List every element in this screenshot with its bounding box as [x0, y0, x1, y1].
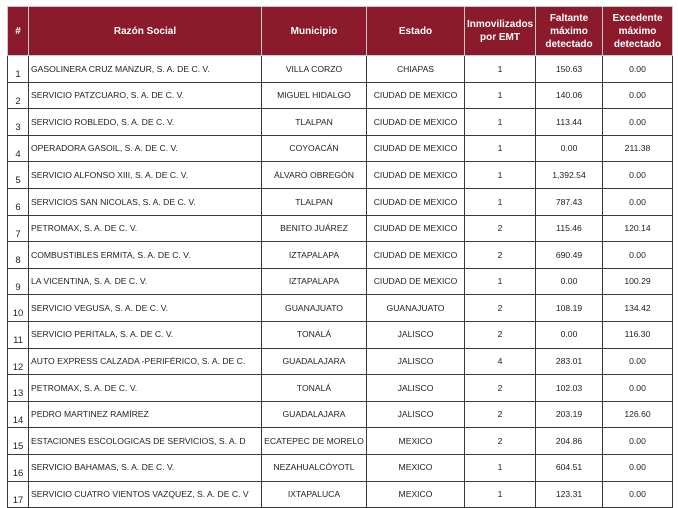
excedente-cell: 0.00 — [603, 348, 673, 375]
razon-social-cell: SERVICIO ROBLEDO, S. A. DE C. V. — [29, 109, 262, 136]
faltante-cell: 115.46 — [536, 215, 603, 242]
municipio-cell: COYOACÁN — [262, 135, 367, 162]
faltante-cell: 123.31 — [536, 481, 603, 508]
excedente-cell: 120.14 — [603, 215, 673, 242]
faltante-cell: 0.00 — [536, 321, 603, 348]
excedente-cell: 0.00 — [603, 162, 673, 189]
faltante-cell: 113.44 — [536, 109, 603, 136]
municipio-cell: ECATEPEC DE MORELO — [262, 428, 367, 455]
estado-cell: JALISCO — [367, 348, 465, 375]
faltante-cell: 203.19 — [536, 401, 603, 428]
municipio-cell: IXTAPALUCA — [262, 481, 367, 508]
row-number: 14 — [8, 401, 29, 428]
table-row — [8, 454, 673, 481]
row-number: 7 — [8, 215, 29, 242]
table-header-row — [8, 7, 673, 56]
estado-cell: GUANAJUATO — [367, 295, 465, 322]
inmovilizados-cell: 2 — [465, 215, 536, 242]
table-row — [8, 401, 673, 428]
table-row — [8, 268, 673, 295]
row-number: 15 — [8, 428, 29, 455]
table-row — [8, 242, 673, 269]
excedente-cell: 0.00 — [603, 481, 673, 508]
header-estado: Estado — [367, 7, 465, 56]
municipio-cell: MIGUEL HIDALGO — [262, 82, 367, 109]
excedente-cell: 116.30 — [603, 321, 673, 348]
row-number: 9 — [8, 268, 29, 295]
estado-cell: MEXICO — [367, 481, 465, 508]
municipio-cell: TLALPAN — [262, 109, 367, 136]
header-municipio: Municipio — [262, 7, 367, 56]
inmovilizados-cell: 2 — [465, 428, 536, 455]
razon-social-cell: COMBUSTIBLES ERMITA, S. A. DE C. V. — [29, 242, 262, 269]
razon-social-cell: SERVICIO ALFONSO XIII, S. A. DE C. V. — [29, 162, 262, 189]
row-number: 3 — [8, 109, 29, 136]
razon-social-cell: OPERADORA GASOIL, S. A. DE C. V. — [29, 135, 262, 162]
razon-social-cell: SERVICIOS SAN NICOLAS, S. A. DE C. V. — [29, 188, 262, 215]
inmovilizados-cell: 1 — [465, 454, 536, 481]
municipio-cell: GUANAJUATO — [262, 295, 367, 322]
table-row — [8, 295, 673, 322]
estado-cell: CIUDAD DE MEXICO — [367, 109, 465, 136]
municipio-cell: GUADALAJARA — [262, 401, 367, 428]
faltante-cell: 283.01 — [536, 348, 603, 375]
table-row — [8, 82, 673, 109]
row-number: 5 — [8, 162, 29, 189]
excedente-cell: 0.00 — [603, 56, 673, 83]
faltante-cell: 102.03 — [536, 375, 603, 402]
inmovilizados-cell: 1 — [465, 268, 536, 295]
row-number: 1 — [8, 56, 29, 83]
table-row — [8, 481, 673, 508]
razon-social-cell: ESTACIONES ESCOLOGICAS DE SERVICIOS, S. A. D — [29, 428, 262, 455]
estado-cell: CIUDAD DE MEXICO — [367, 162, 465, 189]
table-row — [8, 109, 673, 136]
excedente-cell: 0.00 — [603, 82, 673, 109]
faltante-cell: 604.51 — [536, 454, 603, 481]
razon-social-cell: LA VICENTINA, S. A. DE C. V. — [29, 268, 262, 295]
municipio-cell: TLALPAN — [262, 188, 367, 215]
estado-cell: JALISCO — [367, 375, 465, 402]
table-row — [8, 135, 673, 162]
estado-cell: CHIAPAS — [367, 56, 465, 83]
faltante-cell: 0.00 — [536, 268, 603, 295]
faltante-cell: 787.43 — [536, 188, 603, 215]
municipio-cell: ÁLVARO OBREGÓN — [262, 162, 367, 189]
razon-social-cell: GASOLINERA CRUZ MANZUR, S. A. DE C. V. — [29, 56, 262, 83]
razon-social-cell: PEDRO MARTINEZ RAMÍREZ — [29, 401, 262, 428]
razon-social-cell: SERVICIO PERITALA, S. A. DE C. V. — [29, 321, 262, 348]
faltante-cell: 150.63 — [536, 56, 603, 83]
inmovilizados-cell: 4 — [465, 348, 536, 375]
estado-cell: MEXICO — [367, 454, 465, 481]
estado-cell: CIUDAD DE MEXICO — [367, 135, 465, 162]
inmovilizados-cell: 2 — [465, 295, 536, 322]
estado-cell: MEXICO — [367, 428, 465, 455]
row-number: 8 — [8, 242, 29, 269]
row-number: 6 — [8, 188, 29, 215]
estado-cell: JALISCO — [367, 321, 465, 348]
municipio-cell: TONALÁ — [262, 375, 367, 402]
faltante-cell: 140.06 — [536, 82, 603, 109]
faltante-cell: 690.49 — [536, 242, 603, 269]
razon-social-cell: SERVICIO BAHAMAS, S. A. DE C. V. — [29, 454, 262, 481]
row-number: 10 — [8, 295, 29, 322]
row-number: 12 — [8, 348, 29, 375]
table-row — [8, 56, 673, 83]
table-row — [8, 321, 673, 348]
municipio-cell: IZTAPALAPA — [262, 268, 367, 295]
row-number: 13 — [8, 375, 29, 402]
municipio-cell: VILLA CORZO — [262, 56, 367, 83]
excedente-cell: 100.29 — [603, 268, 673, 295]
table-row — [8, 215, 673, 242]
table-row — [8, 348, 673, 375]
inmovilizados-cell: 2 — [465, 242, 536, 269]
excedente-cell: 211.38 — [603, 135, 673, 162]
inmovilizados-cell: 2 — [465, 401, 536, 428]
inmovilizados-cell: 2 — [465, 321, 536, 348]
razon-social-cell: PETROMAX, S. A. DE C. V. — [29, 375, 262, 402]
inmovilizados-cell: 1 — [465, 109, 536, 136]
estado-cell: CIUDAD DE MEXICO — [367, 82, 465, 109]
table-row — [8, 428, 673, 455]
stations-table — [7, 6, 673, 508]
faltante-cell: 204.86 — [536, 428, 603, 455]
table-row — [8, 375, 673, 402]
inmovilizados-cell: 1 — [465, 481, 536, 508]
municipio-cell: TONALÁ — [262, 321, 367, 348]
excedente-cell: 0.00 — [603, 242, 673, 269]
inmovilizados-cell: 1 — [465, 56, 536, 83]
municipio-cell: BENITO JUÁREZ — [262, 215, 367, 242]
excedente-cell: 0.00 — [603, 109, 673, 136]
inmovilizados-cell: 1 — [465, 82, 536, 109]
header-inmovilizados: Inmovilizados por EMT — [465, 7, 536, 56]
razon-social-cell: SERVICIO VEGUSA, S. A. DE C. V. — [29, 295, 262, 322]
excedente-cell: 0.00 — [603, 428, 673, 455]
header-excedente: Excedente máximo detectado — [603, 7, 673, 56]
table-row — [8, 162, 673, 189]
faltante-cell: 0.00 — [536, 135, 603, 162]
header-razon-social: Razón Social — [29, 7, 262, 56]
row-number: 11 — [8, 321, 29, 348]
header-num: # — [8, 7, 29, 56]
excedente-cell: 0.00 — [603, 188, 673, 215]
row-number: 2 — [8, 82, 29, 109]
inmovilizados-cell: 1 — [465, 135, 536, 162]
estado-cell: CIUDAD DE MEXICO — [367, 215, 465, 242]
municipio-cell: NEZAHUALCÓYOTL — [262, 454, 367, 481]
razon-social-cell: SERVICIO CUATRO VIENTOS VAZQUEZ, S. A. DE C. V — [29, 481, 262, 508]
table-container — [7, 6, 673, 508]
inmovilizados-cell: 1 — [465, 162, 536, 189]
row-number: 17 — [8, 481, 29, 508]
inmovilizados-cell: 2 — [465, 375, 536, 402]
municipio-cell: IZTAPALAPA — [262, 242, 367, 269]
row-number: 4 — [8, 135, 29, 162]
excedente-cell: 134.42 — [603, 295, 673, 322]
faltante-cell: 108.19 — [536, 295, 603, 322]
razon-social-cell: PETROMAX, S. A. DE C. V. — [29, 215, 262, 242]
excedente-cell: 0.00 — [603, 375, 673, 402]
razon-social-cell: AUTO EXPRESS CALZADA -PERIFÉRICO, S. A. DE C. — [29, 348, 262, 375]
inmovilizados-cell: 1 — [465, 188, 536, 215]
estado-cell: CIUDAD DE MEXICO — [367, 188, 465, 215]
header-faltante: Faltante máximo detectado — [536, 7, 603, 56]
row-number: 16 — [8, 454, 29, 481]
estado-cell: CIUDAD DE MEXICO — [367, 268, 465, 295]
estado-cell: CIUDAD DE MEXICO — [367, 242, 465, 269]
excedente-cell: 126.60 — [603, 401, 673, 428]
razon-social-cell: SERVICIO PATZCUARO, S. A. DE C. V. — [29, 82, 262, 109]
estado-cell: JALISCO — [367, 401, 465, 428]
faltante-cell: 1,392.54 — [536, 162, 603, 189]
excedente-cell: 0.00 — [603, 454, 673, 481]
table-row — [8, 188, 673, 215]
municipio-cell: GUADALAJARA — [262, 348, 367, 375]
